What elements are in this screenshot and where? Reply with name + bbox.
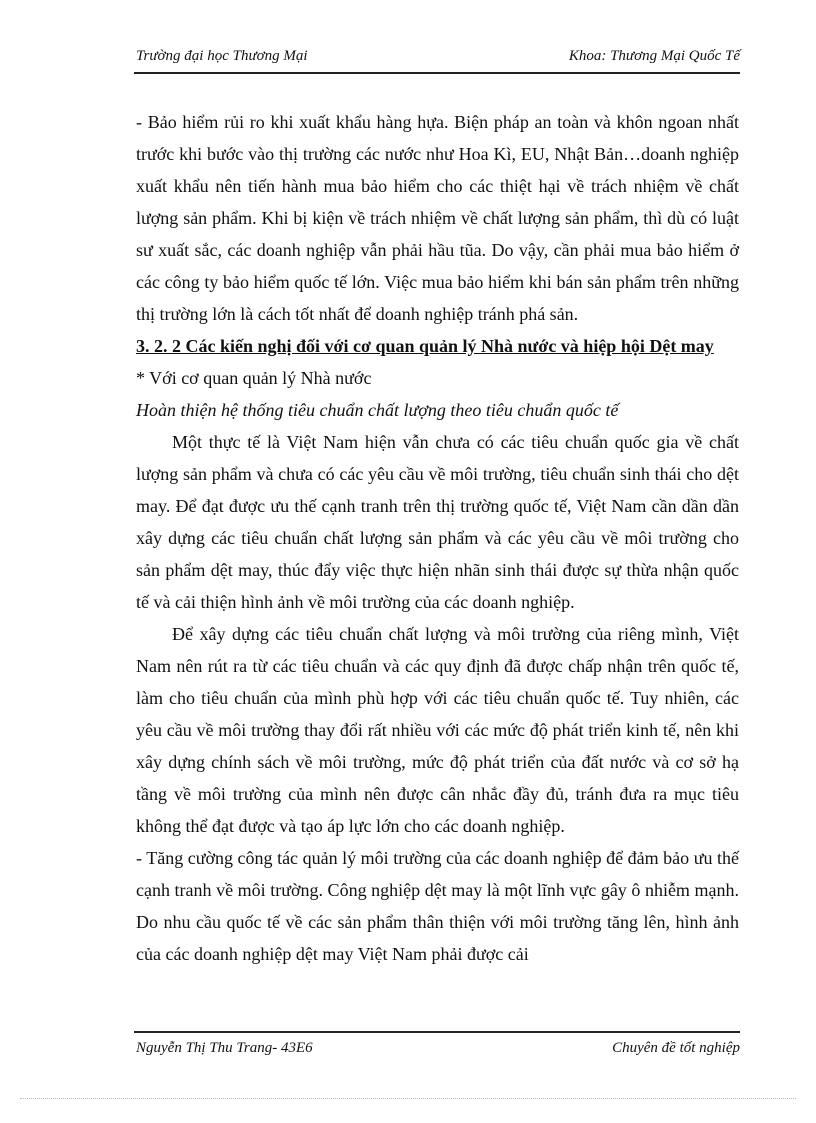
paragraph-standards: Một thực tế là Việt Nam hiện vẫn chưa có các tiêu chuẩn quốc gia về chất lượng sản phẩm và chưa có các yêu cầu về môi trường, tiêu chuẩn sinh thái cho dệt may. Để đạt được ưu thế cạnh tranh trên thị trường quốc tế, Việt Nam cần dần dần xây dựng các tiêu chuẩn chất lượng sản phẩm và các yêu cầu về môi trường cho sản phẩm dệt may, thúc đẩy việc thực hiện nhãn sinh thái được sự thừa nhận quốc tế và cải thiện hình ảnh về môi trường của các doanh nghiệp. — [136, 432, 739, 612]
paragraph-management: - Tăng cường công tác quản lý môi trường của các doanh nghiệp để đảm bảo ưu thế cạnh tranh về môi trường. Công nghiệp dệt may là một lĩnh vực gây ô nhiễm mạnh. Do nhu cầu quốc tế về các sản phẩm thân thiện với môi trường tăng lên, hình ảnh của các doanh nghiệp dệt may Việt Nam phải được cải — [136, 848, 739, 964]
header-faculty: Khoa: Thương Mại Quốc Tế — [568, 48, 740, 64]
page-footer — [136, 1040, 740, 1057]
paragraph-environment: Để xây dựng các tiêu chuẩn chất lượng và môi trường của riêng mình, Việt Nam nên rút ra từ các tiêu chuẩn và các quy định đã được chấp nhận trên quốc tế, làm cho tiêu chuẩn của mình phù hợp với các tiêu chuẩn quốc tế. Tuy nhiên, các yêu cầu về môi trường thay đổi rất nhiều với các mức độ phát triển kinh tế, nên khi xây dựng chính sách về môi trường, mức độ phát triển của đất nước và cơ sở hạ tầng về môi trường của mình nên được cân nhắc đầy đủ, tránh đưa ra mục tiêu không thể đạt được và tạo áp lực lớn cho các doanh nghiệp. — [136, 624, 739, 836]
footer-title: Chuyên đề tốt nghiệp — [612, 1040, 740, 1056]
header-university: Trường đại học Thương Mại — [136, 48, 308, 64]
page-header — [136, 48, 740, 65]
page-edge — [20, 1098, 796, 1099]
header-divider — [134, 72, 740, 74]
subheading-state-agency: * Với cơ quan quản lý Nhà nước — [136, 368, 372, 388]
paragraph-insurance: - Bảo hiểm rủi ro khi xuất khẩu hàng hựa. Biện pháp an toàn và khôn ngoan nhất trước khi bước vào thị trường các nước như Hoa Kì, EU, Nhật Bản…doanh nghiệp xuất khẩu nên tiến hành mua bảo hiểm cho các thiệt hại về trách nhiệm về chất lượng sản phẩm. Khi bị kiện về trách nhiệm về chất lượng sản phẩm, thì dù có luật sư xuất sắc, các doanh nghiệp vẫn phải hầu tũa. Do vậy, cần phải mua bảo hiểm ở các công ty bảo hiểm quốc tế lớn. Việc mua bảo hiểm khi bán sản phẩm trên những thị trường lớn là cách tốt nhất để doanh nghiệp tránh phá sản. — [136, 112, 739, 324]
italic-subtitle: Hoàn thiện hệ thống tiêu chuẩn chất lượng theo tiêu chuẩn quốc tế — [136, 400, 619, 420]
section-heading: 3. 2. 2 Các kiến nghị đối với cơ quan quản lý Nhà nước và hiệp hội Dệt may — [136, 336, 714, 356]
footer-author: Nguyễn Thị Thu Trang- 43E6 — [136, 1040, 313, 1056]
footer-divider — [134, 1031, 740, 1033]
document-body — [136, 106, 739, 970]
